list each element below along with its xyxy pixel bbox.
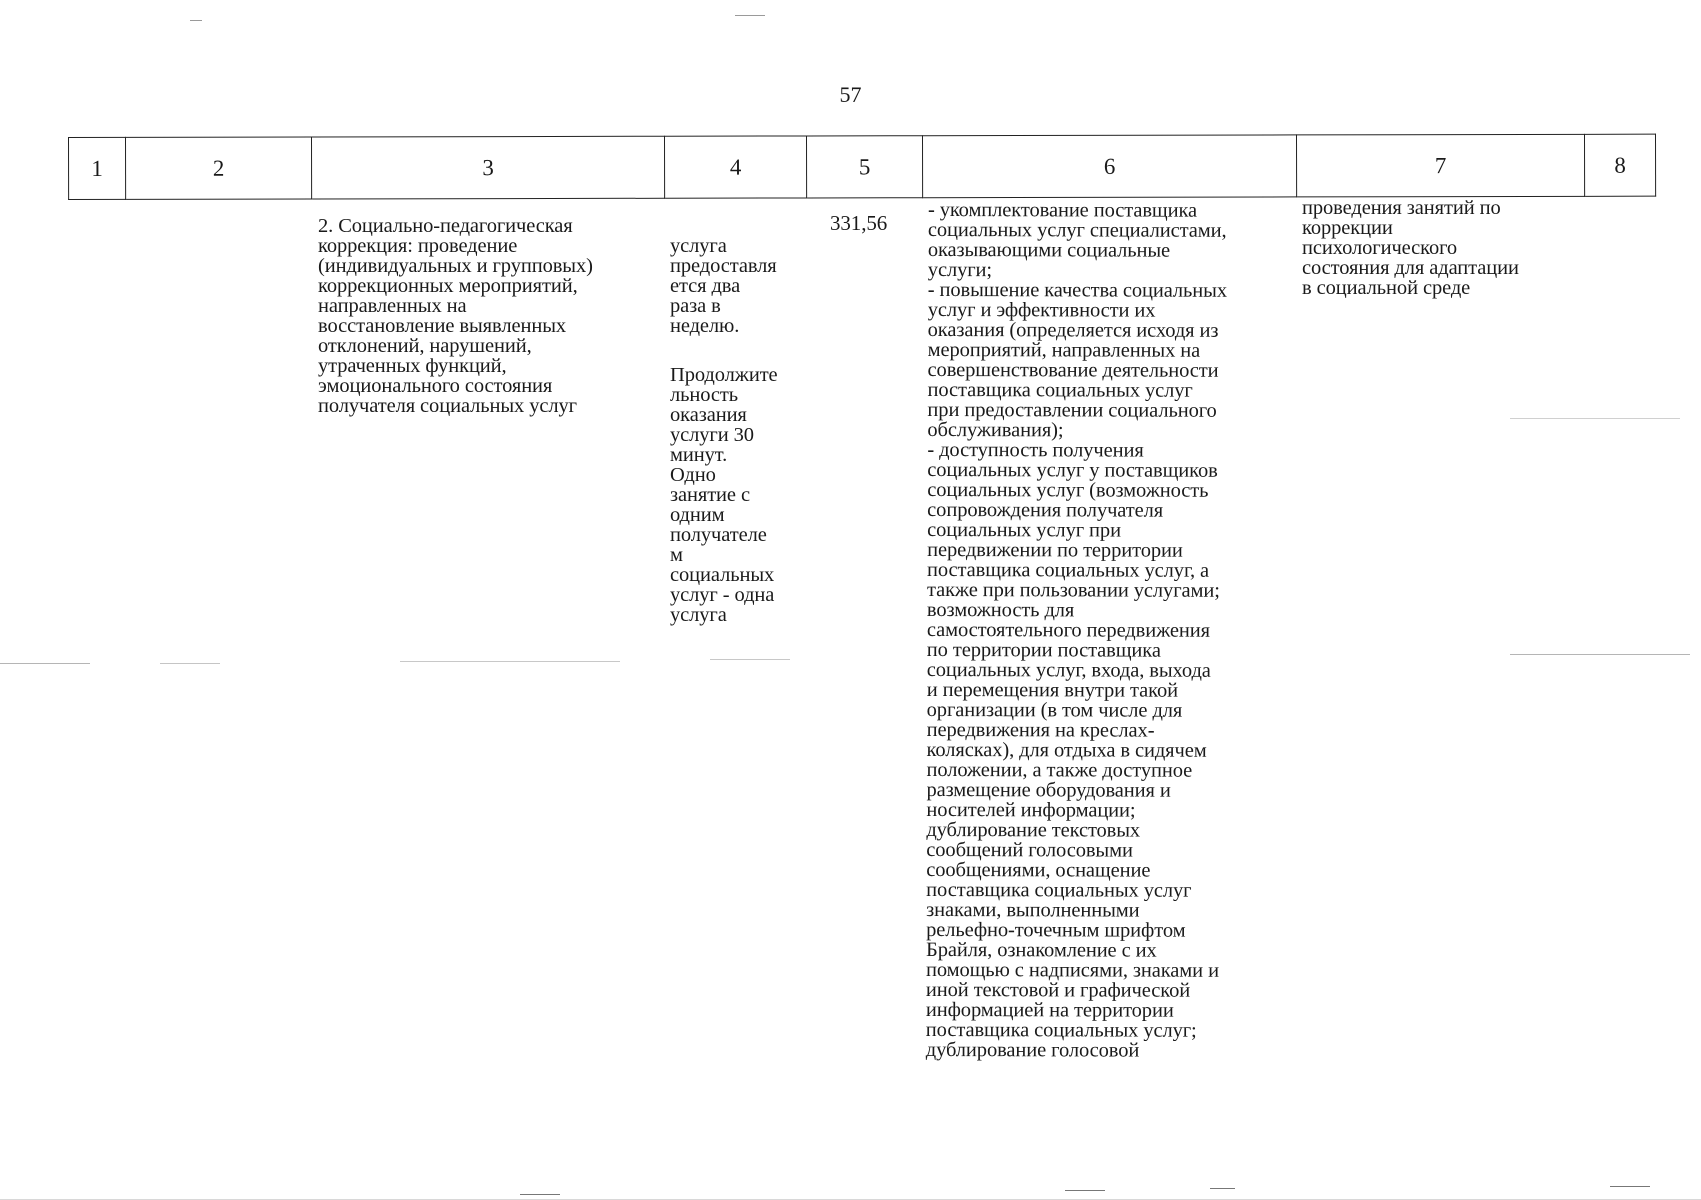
header-col-3: 3 (312, 136, 665, 199)
service-frequency-cell (670, 216, 810, 645)
scan-artifact (190, 20, 202, 21)
header-col-5: 5 (806, 136, 922, 198)
scan-artifact (1510, 418, 1680, 419)
scan-artifact (1065, 1190, 1105, 1191)
scan-artifact (520, 1194, 560, 1195)
scan-artifact (160, 663, 220, 664)
scan-artifact (1510, 654, 1690, 655)
service-name-cell: 2. Социально-педагогическая коррекция: проведение (индивидуальных и групповых) коррекционных мероприятий, направленных на восстановление выявленных отклонений, нарушений, утраченных функций, эмоционального состояния получателя социальных услуг (318, 215, 593, 417)
header-row (69, 134, 1656, 199)
scan-artifact (1610, 1186, 1650, 1187)
duration-text: Продолжите льность оказания услуги 30 минут. Одно занятие с одним получателе м социальных услуг - одна услуга (670, 364, 778, 626)
scan-artifact (400, 661, 620, 662)
scan-artifact (710, 659, 790, 660)
scan-artifact (0, 663, 90, 664)
quality-indicators-cell: - укомплектование поставщика социальных услуг специалистами, оказывающими социальные услуги; - повышение качества социальных услуг и эффективности их оказания (определяется исходя из мероприятий, направленных на совершенствование деятельности поставщика социальных услуг при предоставлении социального обслуживания); - доступность получения социальных услуг у поставщиков социальных услуг (возможность сопровождения получателя социальных услуг при передвижении по территории поставщика социальных услуг, а также при пользовании услугами; возможность для самостоятельного передвижения по территории поставщика социальных услуг, входа, выхода и перемещения внутри такой организации (в том числе для передвижения на креслах- колясках), для отдыха в сидячем положении, а также доступное размещение оборудования и носителей информации; дублирование текстовых сообщений голосовыми сообщениями, оснащение поставщика социальных услуг знаками, выполненными рельефно-точечным шрифтом Брайля, ознакомление с их помощью с надписями, знаками и иной текстовой и графической информацией на территории поставщика социальных услуг; дублирование голосовой (925, 199, 1228, 1062)
tariff-value-cell: 331,56 (830, 211, 888, 235)
scan-artifact (1210, 1188, 1235, 1189)
header-col-7: 7 (1296, 134, 1584, 197)
header-col-4: 4 (664, 136, 806, 198)
page-number: 57 (839, 82, 862, 107)
header-col-6: 6 (922, 135, 1296, 198)
service-conditions-cell: проведения занятий по коррекции психологического состояния для адаптации в социальной среде (1302, 197, 1519, 299)
header-col-1: 1 (69, 137, 126, 199)
header-col-8: 8 (1584, 134, 1655, 196)
scan-artifact (735, 15, 765, 16)
frequency-text: услуга предоставля ется два раза в неделю. (670, 235, 777, 337)
column-number-header (68, 134, 1656, 200)
header-col-2: 2 (126, 137, 312, 199)
